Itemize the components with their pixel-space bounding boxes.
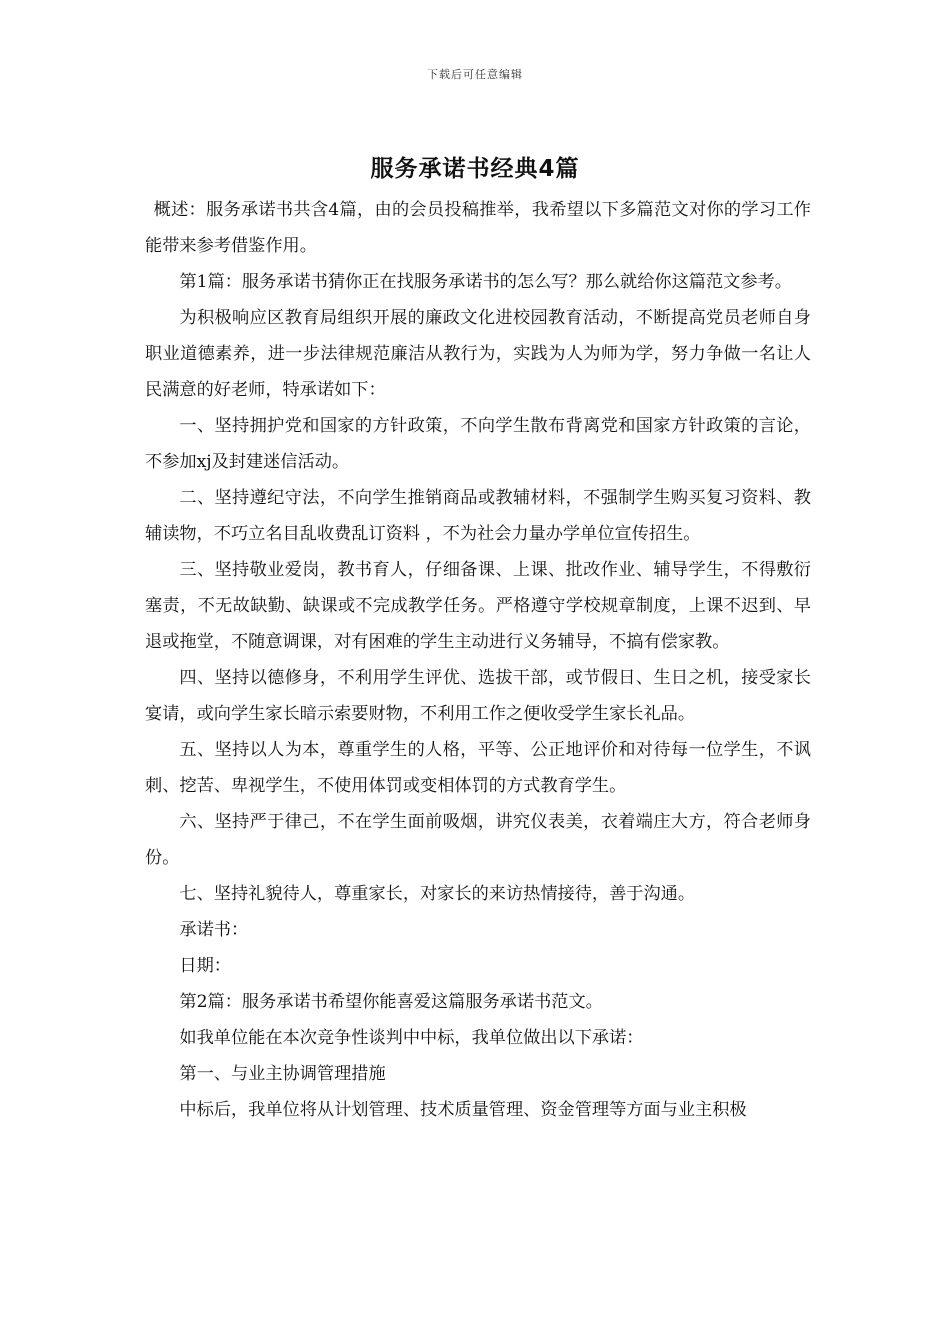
paragraph: 中标后，我单位将从计划管理、技术质量管理、资金管理等方面与业主积极 [179,1100,747,1120]
document-body [145,192,811,1128]
paragraph: 二、坚持遵纪守法，不向学生推销商品或教辅材料，不强制学生购买复习资料、教辅读物，不巧立名目乱收费乱订资料 ，不为社会力量办学单位宣传招生。 [145,488,811,544]
paragraph: 七、坚持礼貌待人，尊重家长，对家长的来访热情接待，善于沟通。 [179,884,696,904]
paragraph: 五、坚持以人为本，尊重学生的人格，平等、公正地评价和对待每一位学生，不讽刺、挖苦、卑视学生，不使用体罚或变相体罚的方式教育学生。 [145,740,811,796]
paragraph: 如我单位能在本次竞争性谈判中中标，我单位做出以下承诺： [179,1028,644,1048]
paragraph: 四、坚持以德修身，不利用学生评优、选拔干部，或节假日、生日之机，接受家长宴请，或向学生家长暗示索要财物，不利用工作之便收受学生家长礼品。 [145,668,811,724]
summary-paragraph: 概述：服务承诺书共含4篇，由的会员投稿推举，我希望以下多篇范文对你的学习工作能带来参考借鉴作用。 [145,200,811,256]
paragraph: 三、坚持敬业爱岗，教书育人，仔细备课、上课、批改作业、辅导学生，不得敷衍塞责，不无故缺勤、缺课或不完成教学任务。严格遵守学校规章制度，上课不迟到、早退或拖堂，不随意调课，对有困难的学生主动进行义务辅导，不搞有偿家教。 [145,560,811,652]
paragraph: 第1篇：服务承诺书猜你正在找服务承诺书的怎么写？那么就给你这篇范文参考。 [179,272,792,292]
paragraph: 一、坚持拥护党和国家的方针政策，不向学生散布背离党和国家方针政策的言论，不参加xj及封建迷信活动。 [145,416,811,472]
paragraph: 第一、与业主协调管理措施 [179,1064,386,1084]
document-title: 服务承诺书经典4篇 [370,156,580,182]
paragraph: 日期： [179,956,231,976]
paragraph: 六、坚持严于律己，不在学生面前吸烟，讲究仪表美，衣着端庄大方，符合老师身份。 [145,812,811,868]
paragraph: 第2篇：服务承诺书希望你能喜爱这篇服务承诺书范文。 [179,992,603,1012]
paragraph: 为积极响应区教育局组织开展的廉政文化进校园教育活动，不断提高党员老师自身职业道德素养，进一步法律规范廉洁从教行为，实践为人为师为学，努力争做一名让人民满意的好老师，特承诺如下： [145,308,811,400]
paragraph: 承诺书： [179,920,249,940]
header-note: 下载后可任意编辑 [427,68,523,81]
